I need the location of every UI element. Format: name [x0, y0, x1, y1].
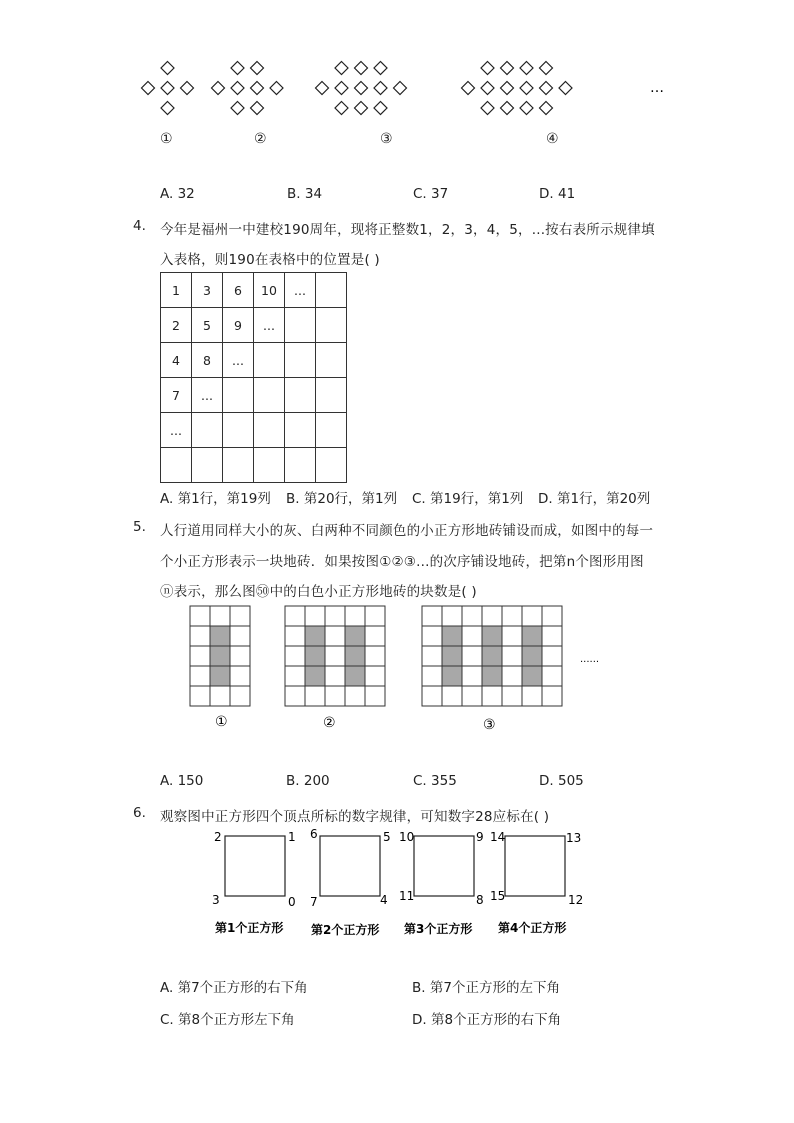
white-tile	[365, 626, 385, 646]
table-cell: ...	[161, 413, 192, 448]
table-cell	[254, 343, 285, 378]
diamond-shape	[181, 82, 194, 95]
white-tile	[482, 686, 502, 706]
q6-number: 6.	[133, 805, 146, 821]
gray-tile	[305, 646, 325, 666]
white-tile	[502, 626, 522, 646]
diamond-shape	[231, 82, 244, 95]
table-row	[161, 378, 347, 413]
square-1	[225, 836, 285, 896]
tile-pattern-figures	[185, 600, 625, 735]
white-tile	[365, 606, 385, 626]
diamond-shape	[540, 62, 553, 75]
diamond-shape	[355, 62, 368, 75]
q3-option-c[interactable]: C. 37	[413, 186, 449, 202]
square-3-br: 8	[476, 893, 484, 907]
q6-stem-line1: 观察图中正方形四个顶点所标的数字规律，可知数字28应标在( )	[160, 809, 550, 825]
white-tile	[482, 606, 502, 626]
table-cell: 1	[161, 273, 192, 308]
white-tile	[522, 686, 542, 706]
table-cell: 10	[254, 273, 285, 308]
white-tile	[210, 686, 230, 706]
gray-tile	[482, 626, 502, 646]
q4-option-a[interactable]: A. 第1行，第19列	[160, 491, 271, 507]
tile-label-3: ③	[483, 717, 496, 733]
gray-tile	[522, 646, 542, 666]
figure-label-1: ①	[160, 131, 173, 147]
square-1-tl: 2	[214, 830, 222, 844]
diamond-shape	[231, 102, 244, 115]
gray-tile	[482, 646, 502, 666]
q5-number: 5.	[133, 519, 146, 535]
gray-tile	[345, 646, 365, 666]
diamond-shape	[355, 82, 368, 95]
table-row	[161, 273, 347, 308]
table-cell	[192, 448, 223, 483]
white-tile	[422, 666, 442, 686]
white-tile	[325, 666, 345, 686]
gray-tile	[305, 666, 325, 686]
table-cell	[223, 413, 254, 448]
q4-stem-line1: 今年是福州一中建校190周年，现将正整数1，2，3，4，5，...按右表所示规律填	[160, 222, 655, 238]
q3-option-a[interactable]: A. 32	[160, 186, 195, 202]
diamond-shape	[335, 82, 348, 95]
table-cell	[192, 413, 223, 448]
white-tile	[230, 646, 250, 666]
square-1-caption: 第1个正方形	[215, 921, 284, 935]
q4-stem-line2: 入表格，则190在表格中的位置是( )	[160, 252, 380, 268]
white-tile	[502, 646, 522, 666]
diamond-shape	[335, 102, 348, 115]
white-tile	[190, 666, 210, 686]
table-cell	[316, 273, 347, 308]
table-cell	[254, 413, 285, 448]
q5-stem-line3: ⓝ表示，那么图㊿中的白色小正方形地砖的块数是( )	[160, 584, 477, 600]
white-tile	[230, 686, 250, 706]
diamond-shape	[501, 82, 514, 95]
tile-label-2: ②	[323, 715, 336, 731]
diamond-shape	[251, 82, 264, 95]
square-4-tr: 13	[566, 831, 582, 845]
gray-tile	[442, 666, 462, 686]
diamond-shape	[520, 62, 533, 75]
white-tile	[365, 666, 385, 686]
diamond-shape	[251, 102, 264, 115]
table-cell	[316, 413, 347, 448]
numbered-squares-figure	[200, 826, 600, 941]
diamond-shape	[501, 62, 514, 75]
white-tile	[230, 666, 250, 686]
table-cell	[285, 448, 316, 483]
white-tile	[365, 646, 385, 666]
square-4-bl: 15	[490, 889, 506, 903]
white-tile	[422, 646, 442, 666]
figure-label-3: ③	[380, 131, 393, 147]
diamond-shape	[520, 102, 533, 115]
table-cell: 6	[223, 273, 254, 308]
table-cell	[316, 308, 347, 343]
gray-tile	[345, 626, 365, 646]
table-cell	[223, 448, 254, 483]
square-4-br: 12	[568, 893, 584, 907]
white-tile	[285, 686, 305, 706]
diamond-shape	[481, 102, 494, 115]
table-cell: ...	[192, 378, 223, 413]
table-cell: 9	[223, 308, 254, 343]
white-tile	[462, 646, 482, 666]
square-2	[320, 836, 380, 896]
square-1-bl: 3	[212, 893, 220, 907]
q3-option-b[interactable]: B. 34	[287, 186, 323, 202]
white-tile	[502, 606, 522, 626]
table-cell: ...	[285, 273, 316, 308]
square-2-caption: 第2个正方形	[311, 923, 380, 937]
diamond-shape	[481, 82, 494, 95]
diamond-pattern-figure	[130, 55, 690, 121]
table-row	[161, 448, 347, 483]
white-tile	[462, 626, 482, 646]
q6-option-c[interactable]: C. 第8个正方形左下角	[160, 1012, 295, 1028]
table-row	[161, 413, 347, 448]
white-tile	[422, 626, 442, 646]
table-cell: 5	[192, 308, 223, 343]
square-2-br: 4	[380, 893, 388, 907]
q4-number-table	[160, 272, 347, 483]
diamond-shape	[394, 82, 407, 95]
white-tile	[285, 626, 305, 646]
white-tile	[422, 686, 442, 706]
gray-tile	[482, 666, 502, 686]
white-tile	[422, 606, 442, 626]
white-tile	[190, 626, 210, 646]
white-tile	[285, 606, 305, 626]
gray-tile	[210, 646, 230, 666]
figure-label-2: ②	[254, 131, 267, 147]
table-cell: 2	[161, 308, 192, 343]
white-tile	[502, 686, 522, 706]
diamond-shape	[540, 82, 553, 95]
q4-number: 4.	[133, 218, 146, 234]
figure-label-4: ④	[546, 131, 559, 147]
white-tile	[542, 626, 562, 646]
white-tile	[442, 606, 462, 626]
q4-option-c[interactable]: C. 第19行，第1列	[412, 491, 524, 507]
tile-label-1: ①	[215, 714, 228, 730]
table-row	[161, 308, 347, 343]
square-1-br: 0	[288, 895, 296, 909]
white-tile	[190, 606, 210, 626]
table-cell	[285, 413, 316, 448]
gray-tile	[522, 666, 542, 686]
white-tile	[345, 606, 365, 626]
gray-tile	[210, 626, 230, 646]
white-tile	[542, 646, 562, 666]
q5-option-b[interactable]: B. 200	[286, 773, 330, 789]
diamond-shape	[374, 62, 387, 75]
gray-tile	[442, 626, 462, 646]
diamond-shape	[540, 102, 553, 115]
white-tile	[285, 666, 305, 686]
q6-option-d[interactable]: D. 第8个正方形的右下角	[412, 1012, 562, 1028]
square-3-tl: 10	[399, 830, 415, 844]
square-4-caption: 第4个正方形	[498, 921, 567, 935]
white-tile	[462, 606, 482, 626]
q4-option-d[interactable]: D. 第1行，第20列	[538, 491, 651, 507]
diamond-shape	[231, 62, 244, 75]
white-tile	[542, 666, 562, 686]
square-1-tr: 1	[288, 830, 296, 844]
square-3-tr: 9	[476, 830, 484, 844]
table-cell: ...	[254, 308, 285, 343]
table-cell	[285, 308, 316, 343]
q5-stem-line2: 个小正方形表示一块地砖．如果按图①②③...的次序铺设地砖，把第n个图形用图	[160, 554, 644, 570]
white-tile	[345, 686, 365, 706]
q3-option-d[interactable]: D. 41	[539, 186, 576, 202]
white-tile	[365, 686, 385, 706]
white-tile	[462, 666, 482, 686]
table-cell	[254, 378, 285, 413]
white-tile	[325, 646, 345, 666]
table-row	[161, 343, 347, 378]
white-tile	[542, 606, 562, 626]
q5-option-c[interactable]: C. 355	[413, 773, 457, 789]
white-tile	[305, 606, 325, 626]
diamond-shape	[161, 82, 174, 95]
white-tile	[190, 686, 210, 706]
square-3	[414, 836, 474, 896]
diamond-shape	[374, 102, 387, 115]
table-cell	[285, 343, 316, 378]
diamond-continuation: …	[650, 80, 664, 96]
white-tile	[190, 646, 210, 666]
square-2-tl: 6	[310, 827, 318, 841]
diamond-shape	[270, 82, 283, 95]
q5-option-a[interactable]: A. 150	[160, 773, 204, 789]
gray-tile	[522, 626, 542, 646]
diamond-shape	[161, 62, 174, 75]
square-3-bl: 11	[399, 889, 415, 903]
white-tile	[462, 686, 482, 706]
white-tile	[542, 686, 562, 706]
diamond-shape	[316, 82, 329, 95]
diamond-shape	[142, 82, 155, 95]
square-3-caption: 第3个正方形	[404, 922, 473, 936]
table-cell	[316, 448, 347, 483]
white-tile	[502, 666, 522, 686]
gray-tile	[442, 646, 462, 666]
table-cell	[316, 378, 347, 413]
table-cell: 8	[192, 343, 223, 378]
table-cell	[316, 343, 347, 378]
diamond-shape	[212, 82, 225, 95]
diamond-shape	[335, 62, 348, 75]
white-tile	[210, 606, 230, 626]
gray-tile	[305, 626, 325, 646]
table-cell: 7	[161, 378, 192, 413]
diamond-shape	[251, 62, 264, 75]
q5-stem-line1: 人行道用同样大小的灰、白两种不同颜色的小正方形地砖铺设而成，如图中的每一	[160, 523, 654, 539]
diamond-shape	[462, 82, 475, 95]
square-2-tr: 5	[383, 830, 391, 844]
white-tile	[522, 606, 542, 626]
white-tile	[442, 686, 462, 706]
tile-continuation: ......	[580, 654, 600, 665]
white-tile	[305, 686, 325, 706]
table-cell	[285, 378, 316, 413]
white-tile	[230, 626, 250, 646]
white-tile	[325, 686, 345, 706]
table-cell: ...	[223, 343, 254, 378]
square-4-tl: 14	[490, 830, 506, 844]
diamond-shape	[481, 62, 494, 75]
table-cell: 4	[161, 343, 192, 378]
white-tile	[230, 606, 250, 626]
diamond-shape	[501, 102, 514, 115]
table-cell	[254, 448, 285, 483]
diamond-shape	[374, 82, 387, 95]
white-tile	[325, 606, 345, 626]
diamond-shape	[355, 102, 368, 115]
gray-tile	[210, 666, 230, 686]
q6-option-a[interactable]: A. 第7个正方形的右下角	[160, 980, 308, 996]
table-cell: 3	[192, 273, 223, 308]
white-tile	[285, 646, 305, 666]
table-cell	[223, 378, 254, 413]
q5-option-d[interactable]: D. 505	[539, 773, 584, 789]
q6-option-b[interactable]: B. 第7个正方形的左下角	[412, 980, 560, 996]
square-4	[505, 836, 565, 896]
diamond-shape	[520, 82, 533, 95]
diamond-shape	[161, 102, 174, 115]
square-2-bl: 7	[310, 895, 318, 909]
diamond-shape	[559, 82, 572, 95]
q4-option-b[interactable]: B. 第20行，第1列	[286, 491, 398, 507]
gray-tile	[345, 666, 365, 686]
table-cell	[161, 448, 192, 483]
white-tile	[325, 626, 345, 646]
